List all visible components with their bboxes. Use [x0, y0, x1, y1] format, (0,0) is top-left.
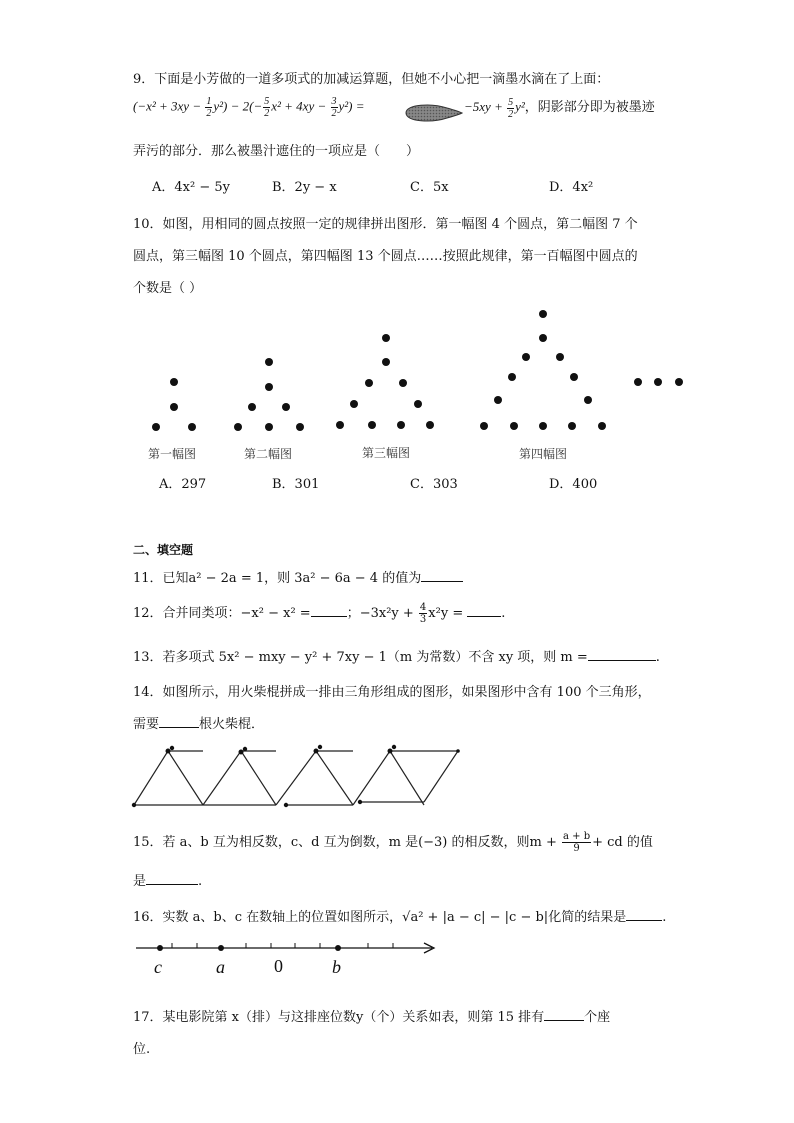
- ink-blot-icon: [402, 100, 464, 126]
- dot: [365, 379, 373, 387]
- label-a: a: [216, 957, 225, 977]
- q15-frac: $\frac{a + b}{9}$: [563, 831, 591, 854]
- dot: [494, 396, 502, 404]
- dot: [382, 358, 390, 366]
- q11: 11．已知a² − 2a = 1，则 3a² − 6a − 4 的值为: [133, 567, 463, 586]
- dot: [152, 423, 160, 431]
- q14-line1: 14．如图所示，用火柴棍拼成一排由三角形组成的图形，如果图形中含有 100 个三角形，: [133, 685, 651, 700]
- q9-expression: (−x² + 3xy − $\frac{1}{2}$ y²) − 2(− $\frac{5}{2}$ x² + 4xy − $\frac{3}{2}$ y²) =: [133, 96, 365, 119]
- dot: [414, 400, 422, 408]
- label-zero: 0: [274, 956, 283, 976]
- q9-option-d[interactable]: D．4x²: [549, 180, 594, 195]
- dot: [584, 396, 592, 404]
- q14-line2: 需要 根火柴棍．: [133, 717, 265, 732]
- q9-expr-left: (−x² + 3xy −: [133, 98, 205, 114]
- dot: [170, 378, 178, 386]
- dot: [426, 421, 434, 429]
- q17-line1: 17．某电影院第 x（排）与这排座位数y（个）关系如表，则第 15 排有 个座: [133, 1010, 611, 1025]
- section-title: 二、填空题: [133, 543, 194, 557]
- q12-frac: $\frac{4}{3}$: [419, 602, 427, 625]
- dot: [350, 400, 358, 408]
- q10-option-c[interactable]: C．303: [410, 477, 458, 492]
- dot: [480, 422, 488, 430]
- q10-option-a[interactable]: A．297: [159, 477, 207, 492]
- q17-answer-blank[interactable]: [544, 1008, 584, 1021]
- number-line: [128, 936, 448, 960]
- dot: [556, 353, 564, 361]
- dot: [539, 310, 547, 318]
- dot: [539, 334, 547, 342]
- q13-answer-blank[interactable]: [588, 648, 656, 661]
- ellipsis-dot: [675, 378, 683, 386]
- caption-figure-3: 第三幅图: [362, 446, 411, 460]
- q16: 16．实数 a、b、c 在数轴上的位置如图所示，√a² + |a − c| − |c − b|化简的结果是 .: [133, 910, 667, 925]
- dot: [282, 403, 290, 411]
- ellipsis-dot: [654, 378, 662, 386]
- dot: [265, 358, 273, 366]
- dot: [570, 373, 578, 381]
- q10-option-b[interactable]: B．301: [272, 477, 320, 492]
- dot: [397, 421, 405, 429]
- q9-option-c[interactable]: C．5x: [410, 180, 449, 195]
- ellipsis-dot: [634, 378, 642, 386]
- label-b: b: [332, 957, 341, 977]
- q9-option-b[interactable]: B．2y − x: [272, 180, 337, 195]
- dot: [568, 422, 576, 430]
- point-c: [157, 945, 163, 951]
- dot: [539, 422, 547, 430]
- q9-line1: 9．下面是小芳做的一道多项式的加减运算题，但她不小心把一滴墨水滴在了上面：: [133, 72, 610, 87]
- dot: [265, 423, 273, 431]
- q10-option-d[interactable]: D．400: [549, 477, 598, 492]
- q15-line2: 是 .: [133, 874, 203, 889]
- point-b: [335, 945, 341, 951]
- caption-figure-4: 第四幅图: [519, 447, 568, 461]
- q15-line1: 15．若 a、b 互为相反数，c、d 互为倒数，m 是(−3) 的相反数，则m + $\frac{a + b}{9}$ + cd 的值: [133, 831, 653, 854]
- dot: [382, 334, 390, 342]
- dot: [368, 421, 376, 429]
- q9-frac-52: $\frac{5}{2}$: [264, 96, 270, 119]
- dot: [188, 423, 196, 431]
- matchstick-triangles-figure: [128, 742, 468, 812]
- q12: 12．合并同类项：−x² − x² = ；−3x²y + $\frac{4}{3}$ x²y = .: [133, 602, 506, 625]
- dot-pattern-top: [480, 302, 610, 332]
- dot: [234, 423, 242, 431]
- dot-pattern-figure: [130, 325, 690, 440]
- q14-answer-blank[interactable]: [159, 715, 199, 728]
- dot: [598, 422, 606, 430]
- q13: 13．若多项式 5x² − mxy − y² + 7xy − 1（m 为常数）不含 xy 项，则 m = .: [133, 650, 660, 665]
- dot: [336, 421, 344, 429]
- q9-frac-32: $\frac{3}{2}$: [331, 96, 337, 119]
- dot: [248, 403, 256, 411]
- q17-line2: 位.: [133, 1042, 151, 1057]
- dot: [265, 383, 273, 391]
- caption-figure-2: 第二幅图: [244, 447, 293, 461]
- point-a: [218, 945, 224, 951]
- q10-line3: 个数是（ ）: [133, 281, 203, 296]
- q9-option-a[interactable]: A．4x² − 5y: [152, 180, 230, 195]
- dot: [510, 422, 518, 430]
- q12-answer-blank-2[interactable]: [467, 604, 501, 617]
- q10-line2: 圆点，第三幅图 10 个圆点，第四幅图 13 个圆点……按照此规律，第一百幅图中圆点的: [133, 249, 638, 264]
- q9-frac-half: $\frac{1}{2}$: [206, 96, 212, 119]
- dot: [296, 423, 304, 431]
- q9-after-blot: −5xy + $\frac{5}{2}$ y²，阴影部分即为被墨迹: [464, 96, 655, 120]
- dot: [399, 379, 407, 387]
- dot: [508, 373, 516, 381]
- dot: [522, 353, 530, 361]
- q10-line1: 10．如图，用相同的圆点按照一定的规律拼出图形．第一幅图 4 个圆点，第二幅图 7 个: [133, 217, 638, 232]
- label-c: c: [154, 957, 162, 977]
- q15-answer-blank[interactable]: [146, 872, 198, 885]
- q9-frac-52b: $\frac{5}{2}$: [508, 96, 514, 120]
- caption-figure-1: 第一幅图: [148, 447, 197, 461]
- dot: [170, 403, 178, 411]
- q16-answer-blank[interactable]: [626, 908, 662, 921]
- q11-answer-blank[interactable]: [421, 569, 463, 582]
- q12-answer-blank-1[interactable]: [311, 604, 347, 617]
- q9-line3: 弄污的部分．那么被墨汁遮住的一项应是（ ）: [133, 144, 420, 159]
